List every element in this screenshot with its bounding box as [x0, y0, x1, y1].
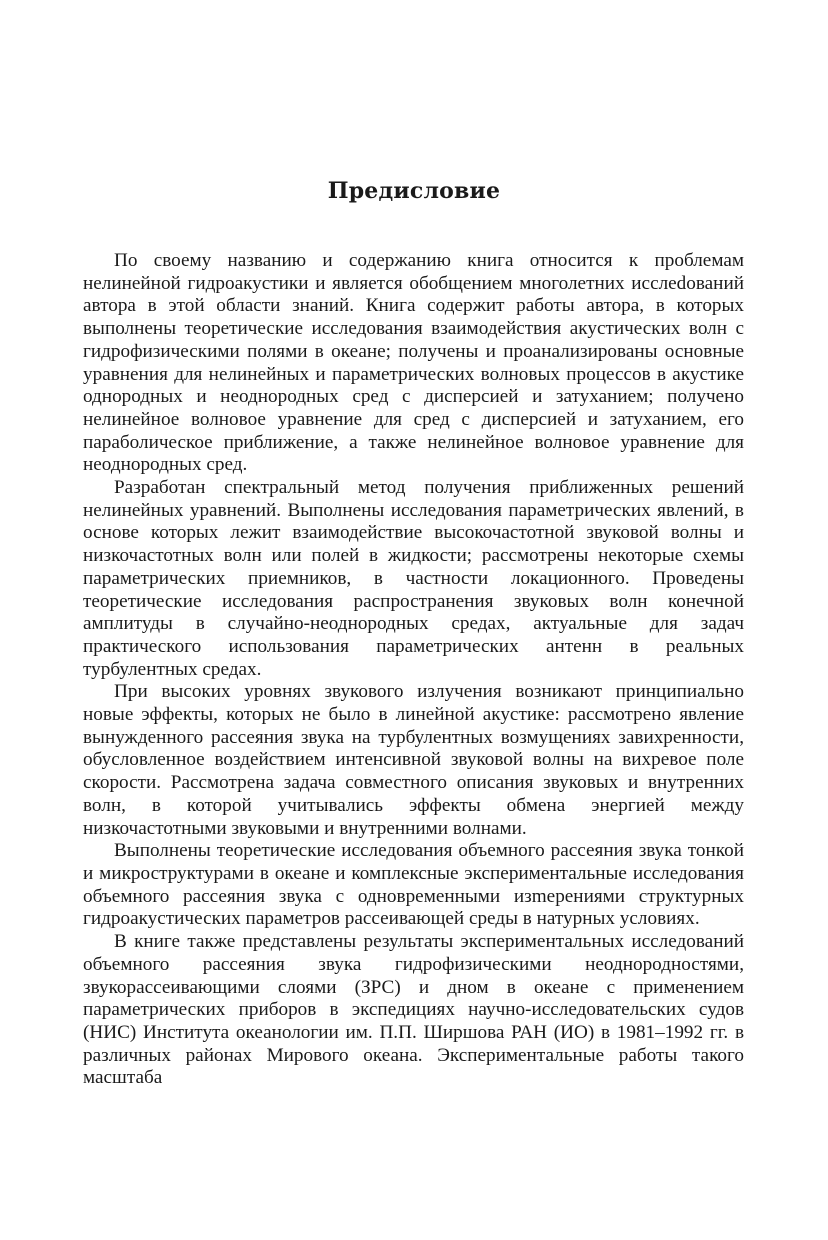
paragraph: В книге также представлены результаты экспериментальных исследований объемного рассеяния звука гидрофизическими неоднородностями, звукорассеивающими слоями (ЗРС) и дном в океане с применением параметрических приборов в экспедициях научно-исследовательских судов (НИС) Института океанологии им. П.П. Ширшова РАН (ИО) в 1981–1992 гг. в различных районах Мирового океана. Экспериментальные работы такого масштаба — [83, 931, 744, 1089]
paragraph: При высоких уровнях звукового излучения возникают принципиально новые эффекты, которых не было в линейной акустике: рассмотрено явление вынужденного рассеяния звука на турбулентных возмущениях завихренности, обусловленное воздействием интенсивной звуковой волны на вихревое поле скорости. Рассмотрена задача совместного описания звуковых и внутренних волн, в которой учитывались эффекты обмена энергией между низкочастотными звуковыми и внутренними волнами. — [83, 681, 744, 839]
preface-text — [83, 250, 744, 1090]
page-title: Предисловие — [327, 178, 501, 204]
paragraph: По своему названию и содержанию книга относится к проблемам нелинейной гидроакустики и является обобщением многолетних исслеdований автора в этой области знаний. Книга содержит работы автора, в которых выполнены теоретические исследования взаимодействия акустических волн с гидрофизическими полями в океане; получены и проанализированы основные уравнения для нелинейных и параметрических волновых процессов в акустике однородных и неоднородных сред с дисперсией и затуханием; получено нелинейное волновое уравнение для сред с дисперсией и затуханием, его параболическое приближение, а также нелинейное волновое уравнение для неоднородных сред. — [83, 250, 744, 476]
paragraph: Выполнены теоретические исследования объемного рассеяния звука тонкой и микроструктурами в океане и комплексные экспериментальные исследования объемного рассеяния звука с одновременными изmерениями структурных гидроакустических параметров рассеивающей среды в натурных условиях. — [83, 840, 744, 930]
paragraph: Разработан спектральный метод получения приближенных решений нелинейных уравнений. Выполнены исследования параметрических явлений, в основе которых лежит взаимодействие высокочастотной звуковой волны и низкочастотных волн или полей в жидкости; рассмотрены некоторые схемы параметрических приемников, в частности локационного. Проведены теоретические исследования распространения звуковых волн конечной амплитуды в случайно-неоднородных средах, актуальные для задач практического использования параметрических антенн в реальных турбулентных средах. — [83, 477, 744, 680]
